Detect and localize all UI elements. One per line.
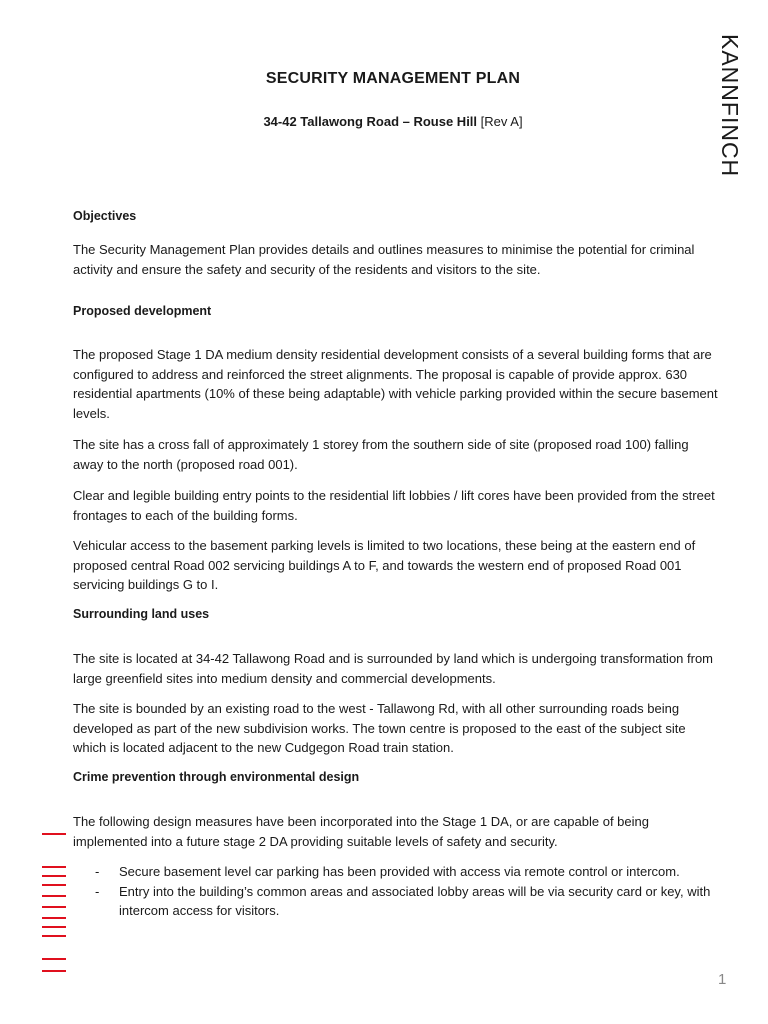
red-mark xyxy=(42,935,66,937)
heading-proposed-development: Proposed development xyxy=(73,304,212,318)
red-mark xyxy=(42,906,66,908)
bullet-marker: - xyxy=(95,883,100,899)
red-mark xyxy=(42,866,66,868)
paragraph-surrounding-2: The site is bounded by an existing road to the west - Tallawong Rd, with all other surrounding roads being developed as part of the new subdivision works. The town centre is proposed to the east of the subject site which is located adjacent to the new Cudgegon Road train station. xyxy=(73,701,686,755)
list-item-text: Secure basement level car parking has been provided with access via remote control or intercom. xyxy=(119,864,680,879)
list-item xyxy=(73,882,718,921)
bullet-marker: - xyxy=(95,864,100,879)
document-subtitle xyxy=(0,114,768,129)
red-mark xyxy=(42,884,66,886)
red-mark xyxy=(42,970,66,972)
paragraph-proposed-3: Clear and legible building entry points to the residential lift lobbies / lift cores have been provided from the street frontages to each of the building forms. xyxy=(73,488,715,523)
paragraph-surrounding-1: The site is located at 34-42 Tallawong Road and is surrounded by land which is undergoing transformation from large greenfield sites into medium density and commercial developments. xyxy=(73,651,714,686)
list-item-text: Entry into the building’s common areas and associated lobby areas will be via security card or key, with intercom access for visitors. xyxy=(119,883,711,918)
paragraph-proposed-4: Vehicular access to the basement parking levels is limited to two locations, these being at the eastern end of proposed central Road 002 servicing buildings A to F, and towards the western end of proposed Road 001 servicing buildings G to I. xyxy=(73,538,696,592)
bullet-list xyxy=(73,862,718,921)
red-mark xyxy=(42,917,66,919)
red-mark xyxy=(42,833,66,835)
document-title: SECURITY MANAGEMENT PLAN xyxy=(265,70,521,87)
heading-objectives: Objectives xyxy=(73,209,137,223)
page-number: 1 xyxy=(718,971,727,988)
subtitle-revision: [Rev A] xyxy=(477,114,523,129)
red-mark xyxy=(42,926,66,928)
paragraph-objectives: The Security Management Plan provides details and outlines measures to minimise the potential for criminal activity and ensure the safety and security of the residents and visitors to the site. xyxy=(73,242,695,277)
subtitle-address: 34-42 Tallawong Road – Rouse Hill xyxy=(263,114,478,129)
heading-surrounding-land-uses: Surrounding land uses xyxy=(73,607,210,621)
paragraph-proposed-1: The proposed Stage 1 DA medium density residential development consists of a several building forms that are configured to address and reinforced the street alignments. The proposal is capable of provide approx. 630 residential apartments (10% of these being adaptable) with vehicle parking provided within the secure basement levels. xyxy=(73,347,718,421)
red-mark xyxy=(42,895,66,897)
company-logo: KANNFINCH xyxy=(717,34,743,178)
list-item xyxy=(73,862,718,882)
paragraph-cpted-1: The following design measures have been incorporated into the Stage 1 DA, or are capable of being implemented into a future stage 2 DA providing suitable levels of safety and security. xyxy=(73,814,649,849)
red-mark xyxy=(42,875,66,877)
paragraph-proposed-2: The site has a cross fall of approximately 1 storey from the southern side of site (proposed road 100) falling away to the north (proposed road 001). xyxy=(73,437,689,472)
heading-cpted: Crime prevention through environmental design xyxy=(73,770,360,784)
red-mark xyxy=(42,958,66,960)
